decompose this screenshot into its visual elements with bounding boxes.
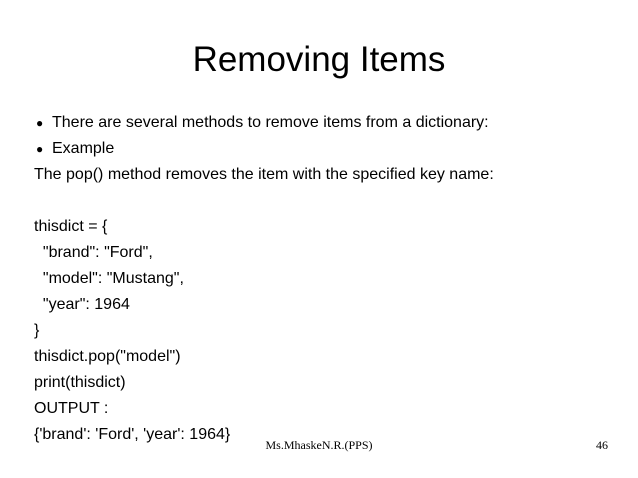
code-line: "year": 1964 xyxy=(34,296,130,313)
output-value: {'brand': 'Ford', 'year': 1964} xyxy=(34,426,231,443)
code-line: print(thisdict) xyxy=(34,374,126,391)
output-label: OUTPUT : xyxy=(34,400,109,417)
bullet-text: There are several methods to remove items from a dictionary: xyxy=(52,114,489,131)
slide-title: Removing Items xyxy=(192,40,446,79)
body-text-line: The pop() method removes the item with the specified key name: xyxy=(34,166,494,183)
code-line: "model": "Mustang", xyxy=(34,270,184,287)
code-line: thisdict = { xyxy=(34,218,108,235)
bullet-icon: ● xyxy=(36,142,44,156)
blank-line xyxy=(34,188,614,214)
bullet-icon: ● xyxy=(36,116,44,130)
bullet-item xyxy=(34,110,614,136)
page-number: 46 xyxy=(596,438,608,452)
bullet-item xyxy=(34,136,614,162)
footer-author: Ms.MhaskeN.R.(PPS) xyxy=(265,438,373,452)
slide-body xyxy=(34,110,614,448)
code-line: "brand": "Ford", xyxy=(34,244,153,261)
bullet-text: Example xyxy=(52,140,115,157)
code-line: } xyxy=(34,322,40,339)
code-line: thisdict.pop("model") xyxy=(34,348,181,365)
